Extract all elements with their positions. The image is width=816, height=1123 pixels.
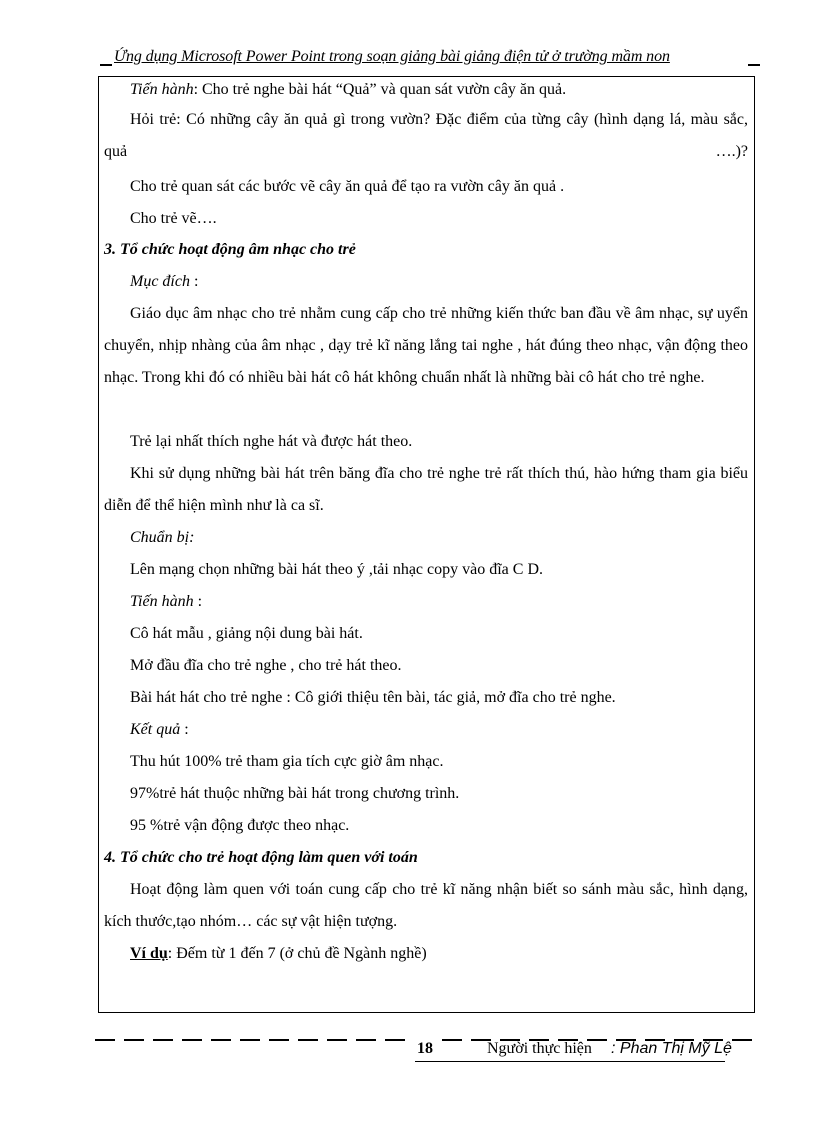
paragraph-len-mang: Lên mạng chọn những bài hát theo ý ,tải nhạc copy vào đĩa C D. xyxy=(130,561,544,578)
text-vi-du: : Đếm từ 1 đến 7 (ở chủ đề Ngành nghề) xyxy=(167,945,427,962)
ket-qua-colon: : xyxy=(180,721,189,738)
header-title: Ứng dụng Microsoft Power Point trong soạn giảng bài giảng điện tử ở trường mầm non xyxy=(114,48,670,65)
heading-section-4: 4. Tổ chức cho trẻ hoạt động làm quen với toán xyxy=(104,849,418,866)
header-dash-right xyxy=(748,64,760,66)
paragraph-tre-thich-nghe: Trẻ lại nhất thích nghe hát và được hát theo. xyxy=(130,433,413,450)
paragraph-bang-dia: Khi sử dụng những bài hát trên băng đĩa cho trẻ nghe trẻ rất thích thú, hào hứng tham gia biểu diễn để thể hiện mình như là ca sĩ. xyxy=(104,465,748,514)
page-header xyxy=(100,48,760,72)
paragraph-97-percent: 97%trẻ hát thuộc những bài hát trong chương trình. xyxy=(130,785,460,802)
text-tien-hanh: : Cho trẻ nghe bài hát “Quả” và quan sát vườn cây ăn quả. xyxy=(193,81,567,98)
footer-underline xyxy=(415,1061,725,1062)
paragraph-lam-quen-toan: Hoạt động làm quen với toán cung cấp cho trẻ kĩ năng nhận biết so sánh màu sắc, hình dạng, kích thước,tạo nhóm… các sự vật hiện tượng. xyxy=(104,881,748,930)
paragraph-bai-hat: Bài hát hát cho trẻ nghe : Cô giới thiệu tên bài, tác giả, mở đĩa cho trẻ nghe. xyxy=(130,689,616,706)
paragraph-quan-sat: Cho trẻ quan sát các bước vẽ cây ăn quả để tạo ra vườn cây ăn quả . xyxy=(130,178,565,195)
paragraph-thu-hut: Thu hút 100% trẻ tham gia tích cực giờ âm nhạc. xyxy=(130,753,444,770)
muc-dich-colon: : xyxy=(189,273,199,290)
page-number: 18 xyxy=(417,1040,433,1057)
paragraph-vi-du xyxy=(104,938,748,970)
label-vi-du: Ví dụ xyxy=(130,945,168,962)
author-name: : Phan Thị Mỹ Lệ xyxy=(611,1040,732,1057)
page-footer xyxy=(95,1040,759,1064)
paragraph-tien-hanh-2 xyxy=(104,586,748,618)
paragraph-giao-duc-am-nhac: Giáo dục âm nhạc cho trẻ nhằm cung cấp cho trẻ những kiến thức ban đầu về âm nhạc, sự uyển chuyển, nhịp nhàng của âm nhạc , dạy trẻ kĩ năng lắng tai nghe , hát đúng theo nhạc, vận động theo nhạc. Trong khi đó có nhiều bài hát cô hát không chuẩn nhất là những bài cô hát cho trẻ nghe. xyxy=(104,305,748,386)
label-ket-qua: Kết quả xyxy=(130,721,181,738)
heading-section-3: 3. Tổ chức hoạt động âm nhạc cho trẻ xyxy=(104,241,356,258)
tien-hanh-colon: : xyxy=(193,593,203,610)
paragraph-tien-hanh-1 xyxy=(104,74,748,106)
paragraph-ket-qua xyxy=(104,714,748,746)
author-label: Người thực hiện xyxy=(487,1040,592,1057)
label-tien-hanh: Tiến hành xyxy=(130,81,194,98)
paragraph-co-hat-mau: Cô hát mẫu , giảng nội dung bài hát. xyxy=(130,625,363,642)
header-dash-left xyxy=(100,64,112,66)
label-tien-hanh-2: Tiến hành xyxy=(130,593,194,610)
paragraph-mo-dau: Mở đầu đĩa cho trẻ nghe , cho trẻ hát theo. xyxy=(130,657,402,674)
label-chuan-bi: Chuẩn bị: xyxy=(130,529,195,546)
paragraph-cho-tre-ve: Cho trẻ vẽ…. xyxy=(130,210,217,227)
paragraph-95-percent: 95 %trẻ vận động được theo nhạc. xyxy=(130,817,350,834)
paragraph-muc-dich xyxy=(104,266,748,298)
label-muc-dich: Mục đích xyxy=(130,273,190,290)
paragraph-hoi-tre: Hỏi trẻ: Có những cây ăn quả gì trong vườn? Đặc điểm của từng cây (hình dạng lá, màu sắc, quả ….)? xyxy=(104,111,748,160)
